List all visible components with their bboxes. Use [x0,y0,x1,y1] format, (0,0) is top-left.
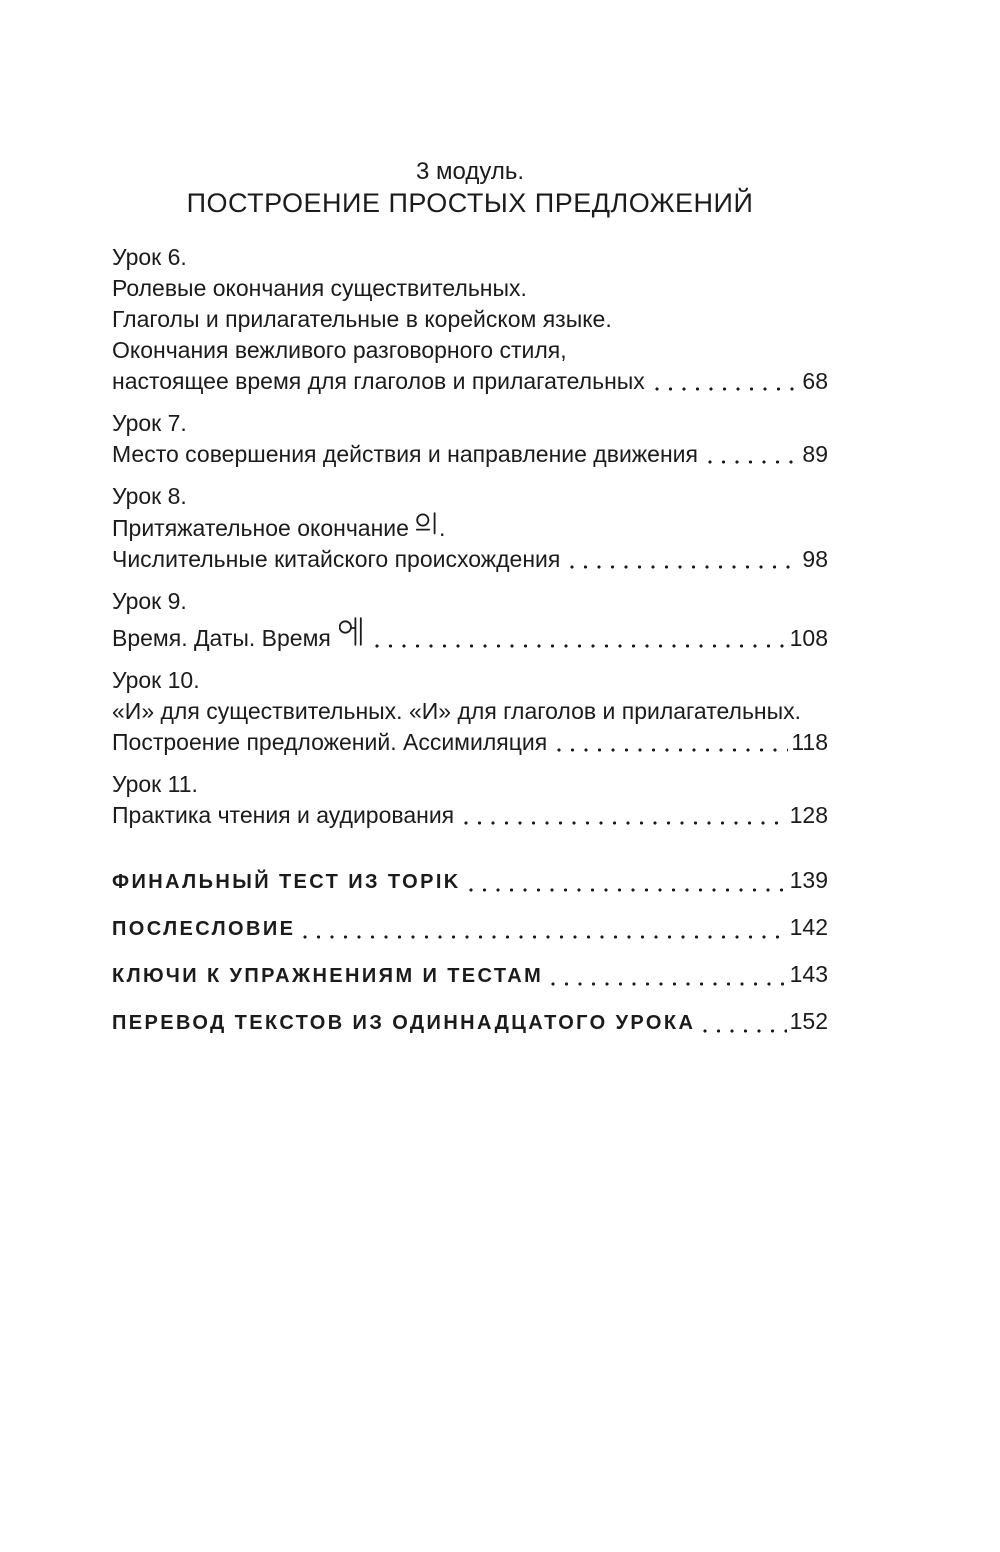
dot-leader [464,821,787,825]
toc-leader-row [112,439,828,470]
section-title: ПОСЛЕСЛОВИЕ [112,918,296,940]
lesson-subtitle: Практика чтения и аудирования [112,802,455,828]
page-number: 89 [802,441,828,467]
dot-leader [655,387,800,391]
lesson-subtitle: Окончания вежливого разговорного стиля, [112,337,567,363]
toc-leader-row [112,544,828,575]
toc-leader-row [112,800,828,831]
dot-leader [551,982,786,986]
lesson-heading: Урок 9. [112,588,187,614]
toc-leader-row [112,727,828,758]
dot-leader [708,460,799,464]
toc-entry-lesson-7 [112,408,828,470]
dot-leader [557,748,788,752]
page-number: 142 [789,914,828,940]
toc-entry-text-translations [112,1006,828,1039]
section-title: ПЕРЕВОД ТЕКСТОВ ИЗ ОДИННАДЦАТОГО УРОКА [112,1012,696,1034]
page-number: 98 [802,546,828,572]
lesson-subtitle: Числительные китайского происхождения [112,546,561,572]
section-title: ФИНАЛЬНЫЙ ТЕСТ ИЗ TOPIK [112,871,461,893]
page-number: 68 [802,368,828,394]
hangul-e-glyph [339,617,363,646]
lesson-subtitle: Построение предложений. Ассимиляция [112,729,548,755]
lesson-subtitle: «И» для существительных. «И» для глаголов и прилагательных. [112,698,802,724]
dot-leader [570,565,799,569]
page-number: 118 [791,729,828,755]
lesson-heading: Урок 11. [112,771,198,797]
page-number: 108 [789,625,828,651]
dot-leader [703,1029,786,1033]
dot-leader [469,888,787,892]
page-number: 143 [789,961,828,987]
lesson-heading: Урок 6. [112,244,187,270]
toc-entry-lesson-8 [112,481,828,575]
dot-leader [375,644,787,648]
dot-leader [303,935,786,939]
lesson-subtitle: настоящее время для глаголов и прилагательных [112,368,645,394]
page-number: 152 [789,1008,828,1034]
lesson-heading: Урок 7. [112,410,187,436]
toc-entry-lesson-9 [112,586,828,654]
lesson-heading: Урок 8. [112,483,187,509]
toc-entry-lesson-10 [112,665,828,758]
lesson-subtitle-text: . [438,515,446,541]
module-label: 3 модуль. [416,158,524,185]
toc-leader-row [112,366,828,397]
lesson-subtitle: Время. Даты. Время [112,625,331,651]
back-matter-sections [112,865,828,1039]
page-number: 139 [789,867,828,893]
module-title: ПОСТРОЕНИЕ ПРОСТЫХ ПРЕДЛОЖЕНИЙ [186,188,754,218]
lesson-subtitle-text: Притяжательное окончание [112,515,409,541]
hangul-ui-glyph [416,512,438,536]
lesson-subtitle [112,512,828,544]
lesson-subtitle: Глаголы и прилагательные в корейском языке. [112,306,612,332]
page-number: 128 [789,802,828,828]
toc-entry-lesson-11 [112,769,828,831]
section-title: КЛЮЧИ К УПРАЖНЕНИЯМ И ТЕСТАМ [112,965,544,987]
toc-leader-row [112,617,828,654]
lesson-subtitle: Ролевые окончания существительных. [112,275,527,301]
lesson-subtitle: Место совершения действия и направление движения [112,441,698,467]
toc-entry-lesson-6 [112,242,828,397]
toc-entry-final-test [112,865,828,898]
toc-entry-answer-keys [112,959,828,992]
lesson-heading: Урок 10. [112,667,200,693]
toc-entry-afterword [112,912,828,945]
